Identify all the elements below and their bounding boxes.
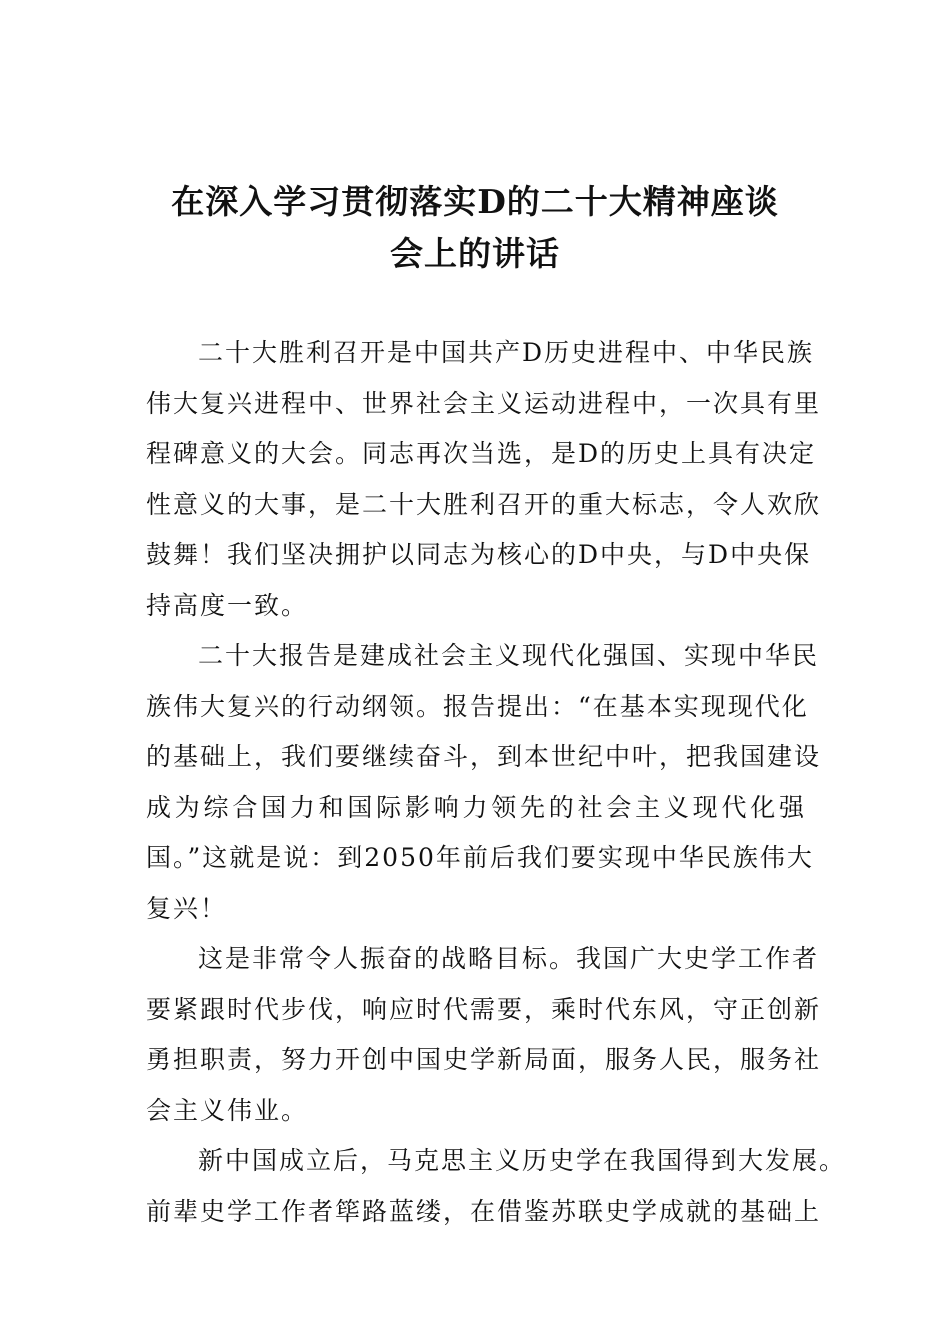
paragraph-line: 程碑意义的大会。同志再次当选，是D的历史上具有决定 (146, 439, 817, 468)
title-line-1: 在深入学习贯彻落实D的二十大精神座谈 (171, 182, 779, 221)
title-line-2: 会上的讲话 (390, 234, 560, 273)
paragraph-1 (146, 328, 822, 631)
paragraph-line: 伟大复兴进程中、世界社会主义运动进程中，一次具有里 (146, 388, 822, 418)
paragraph-line: 二十大胜利召开是中国共产D历史进程中、中华民族 (198, 338, 815, 367)
paragraph-4 (146, 1136, 847, 1237)
paragraph-line: 鼓舞！我们坚决拥护以同志为核心的D中央，与D中央保 (146, 540, 812, 569)
paragraph-line: 成为综合国力和国际影响力领先的社会主义现代化强 (146, 792, 806, 822)
paragraph-line: 勇担职责，努力开创中国史学新局面，服务人民，服务社 (146, 1045, 822, 1074)
paragraph-line: 性意义的大事，是二十大胜利召开的重大标志，令人欢欣 (146, 489, 822, 519)
paragraph-line: 新中国成立后，马克思主义历史学在我国得到大发展。 (198, 1146, 847, 1175)
paragraph-line: 复兴！ (146, 893, 228, 923)
paragraph-line: 持高度一致。 (146, 590, 309, 620)
paragraph-line: 会主义伟业。 (146, 1095, 309, 1125)
paragraph-line: 二十大报告是建成社会主义现代化强国、实现中华民 (198, 641, 820, 670)
paragraph-3 (146, 934, 822, 1136)
paragraph-line: 族伟大复兴的行动纲领。报告提出：“在基本实现现代化 (146, 691, 809, 721)
paragraph-line: 前辈史学工作者筚路蓝缕，在借鉴苏联史学成就的基础上 (146, 1196, 822, 1226)
paragraph-2 (146, 631, 822, 934)
paragraph-line: 的基础上，我们要继续奋斗，到本世纪中叶，把我国建设 (146, 742, 822, 771)
document-body (146, 328, 847, 1237)
paragraph-line: 国。”这就是说：到2050年前后我们要实现中华民族伟大 (146, 843, 814, 872)
paragraph-line: 要紧跟时代步伐，响应时代需要，乘时代东风，守正创新 (146, 994, 822, 1024)
document-title (120, 176, 830, 280)
paragraph-line: 这是非常令人振奋的战略目标。我国广大史学工作者 (198, 944, 820, 973)
